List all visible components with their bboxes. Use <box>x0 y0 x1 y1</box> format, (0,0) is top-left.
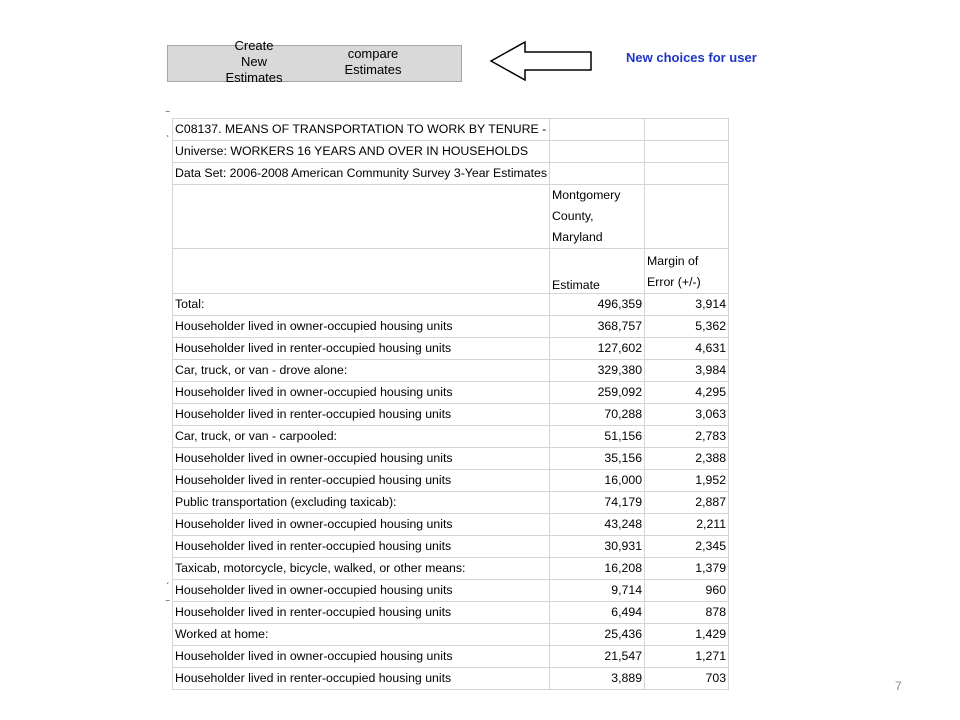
compare-estimates-button[interactable]: compare Estimates <box>344 46 402 77</box>
row-moe: 3,984 <box>645 360 729 382</box>
row-moe: 1,952 <box>645 470 729 492</box>
row-estimate: 25,436 <box>550 624 645 646</box>
table-row <box>173 580 729 602</box>
row-estimate: 496,359 <box>550 294 645 316</box>
edge-mark: ˋ <box>166 135 170 146</box>
row-label: Householder lived in renter-occupied housing units <box>173 668 550 690</box>
row-label: Worked at home: <box>173 624 550 646</box>
row-estimate: 329,380 <box>550 360 645 382</box>
row-moe: 2,345 <box>645 536 729 558</box>
moe-header: Margin of Error (+/-) <box>645 249 729 294</box>
row-moe: 4,295 <box>645 382 729 404</box>
row-label: Total: <box>173 294 550 316</box>
row-label: Taxicab, motorcycle, bicycle, walked, or other means: <box>173 558 550 580</box>
row-label: Householder lived in owner-occupied housing units <box>173 514 550 536</box>
row-estimate: 127,602 <box>550 338 645 360</box>
row-label: Householder lived in owner-occupied housing units <box>173 382 550 404</box>
table-row <box>173 492 729 514</box>
geography-header: Montgomery County, Maryland <box>550 185 645 249</box>
row-estimate: 368,757 <box>550 316 645 338</box>
create-new-estimates-button[interactable]: Create New Estimates <box>225 38 283 85</box>
row-moe: 2,783 <box>645 426 729 448</box>
table-row <box>173 426 729 448</box>
row-label: Householder lived in owner-occupied housing units <box>173 316 550 338</box>
table-row <box>173 448 729 470</box>
row-estimate: 16,208 <box>550 558 645 580</box>
edge-mark: ˊ <box>166 582 170 593</box>
row-moe: 3,914 <box>645 294 729 316</box>
left-arrow-icon <box>489 40 593 82</box>
row-estimate: 3,889 <box>550 668 645 690</box>
row-label: Householder lived in renter-occupied housing units <box>173 404 550 426</box>
row-label: Householder lived in owner-occupied housing units <box>173 580 550 602</box>
row-moe: 5,362 <box>645 316 729 338</box>
row-estimate: 16,000 <box>550 470 645 492</box>
row-moe: 703 <box>645 668 729 690</box>
row-estimate: 30,931 <box>550 536 645 558</box>
row-estimate: 6,494 <box>550 602 645 624</box>
row-label: Car, truck, or van - drove alone: <box>173 360 550 382</box>
row-estimate: 35,156 <box>550 448 645 470</box>
estimate-toolbar <box>167 38 462 85</box>
row-moe: 2,388 <box>645 448 729 470</box>
row-estimate: 70,288 <box>550 404 645 426</box>
table-row <box>173 646 729 668</box>
table-row <box>173 360 729 382</box>
table-dataset: Data Set: 2006-2008 American Community Survey 3-Year Estimates <box>173 163 550 185</box>
table-row <box>173 316 729 338</box>
row-label: Householder lived in renter-occupied housing units <box>173 338 550 360</box>
data-table <box>172 118 729 690</box>
table-row <box>173 536 729 558</box>
edge-mark: ‾ <box>166 111 170 122</box>
table-row <box>173 602 729 624</box>
row-estimate: 51,156 <box>550 426 645 448</box>
estimate-header: Estimate <box>550 249 645 294</box>
table-row <box>173 668 729 690</box>
table-row <box>173 470 729 492</box>
row-moe: 878 <box>645 602 729 624</box>
row-moe: 1,379 <box>645 558 729 580</box>
edge-mark: ‾ <box>166 600 170 611</box>
row-moe: 2,211 <box>645 514 729 536</box>
table-row <box>173 558 729 580</box>
row-label: Householder lived in owner-occupied housing units <box>173 646 550 668</box>
page-number: 7 <box>895 679 902 693</box>
row-label: Car, truck, or van - carpooled: <box>173 426 550 448</box>
row-label: Householder lived in owner-occupied housing units <box>173 448 550 470</box>
table-row <box>173 624 729 646</box>
row-estimate: 21,547 <box>550 646 645 668</box>
row-moe: 3,063 <box>645 404 729 426</box>
row-moe: 2,887 <box>645 492 729 514</box>
row-moe: 4,631 <box>645 338 729 360</box>
table-row <box>173 338 729 360</box>
row-moe: 1,429 <box>645 624 729 646</box>
row-label: Public transportation (excluding taxicab): <box>173 492 550 514</box>
row-estimate: 43,248 <box>550 514 645 536</box>
row-moe: 1,271 <box>645 646 729 668</box>
new-choices-callout: New choices for user <box>626 50 757 65</box>
row-label: Householder lived in renter-occupied housing units <box>173 470 550 492</box>
table-universe: Universe: WORKERS 16 YEARS AND OVER IN HOUSEHOLDS <box>173 141 550 163</box>
row-estimate: 259,092 <box>550 382 645 404</box>
row-label: Householder lived in renter-occupied housing units <box>173 602 550 624</box>
row-estimate: 9,714 <box>550 580 645 602</box>
table-row <box>173 382 729 404</box>
table-title: C08137. MEANS OF TRANSPORTATION TO WORK BY TENURE - <box>173 119 550 141</box>
row-moe: 960 <box>645 580 729 602</box>
row-estimate: 74,179 <box>550 492 645 514</box>
table-row <box>173 404 729 426</box>
row-label: Householder lived in renter-occupied housing units <box>173 536 550 558</box>
table-row <box>173 514 729 536</box>
table-row <box>173 294 729 316</box>
